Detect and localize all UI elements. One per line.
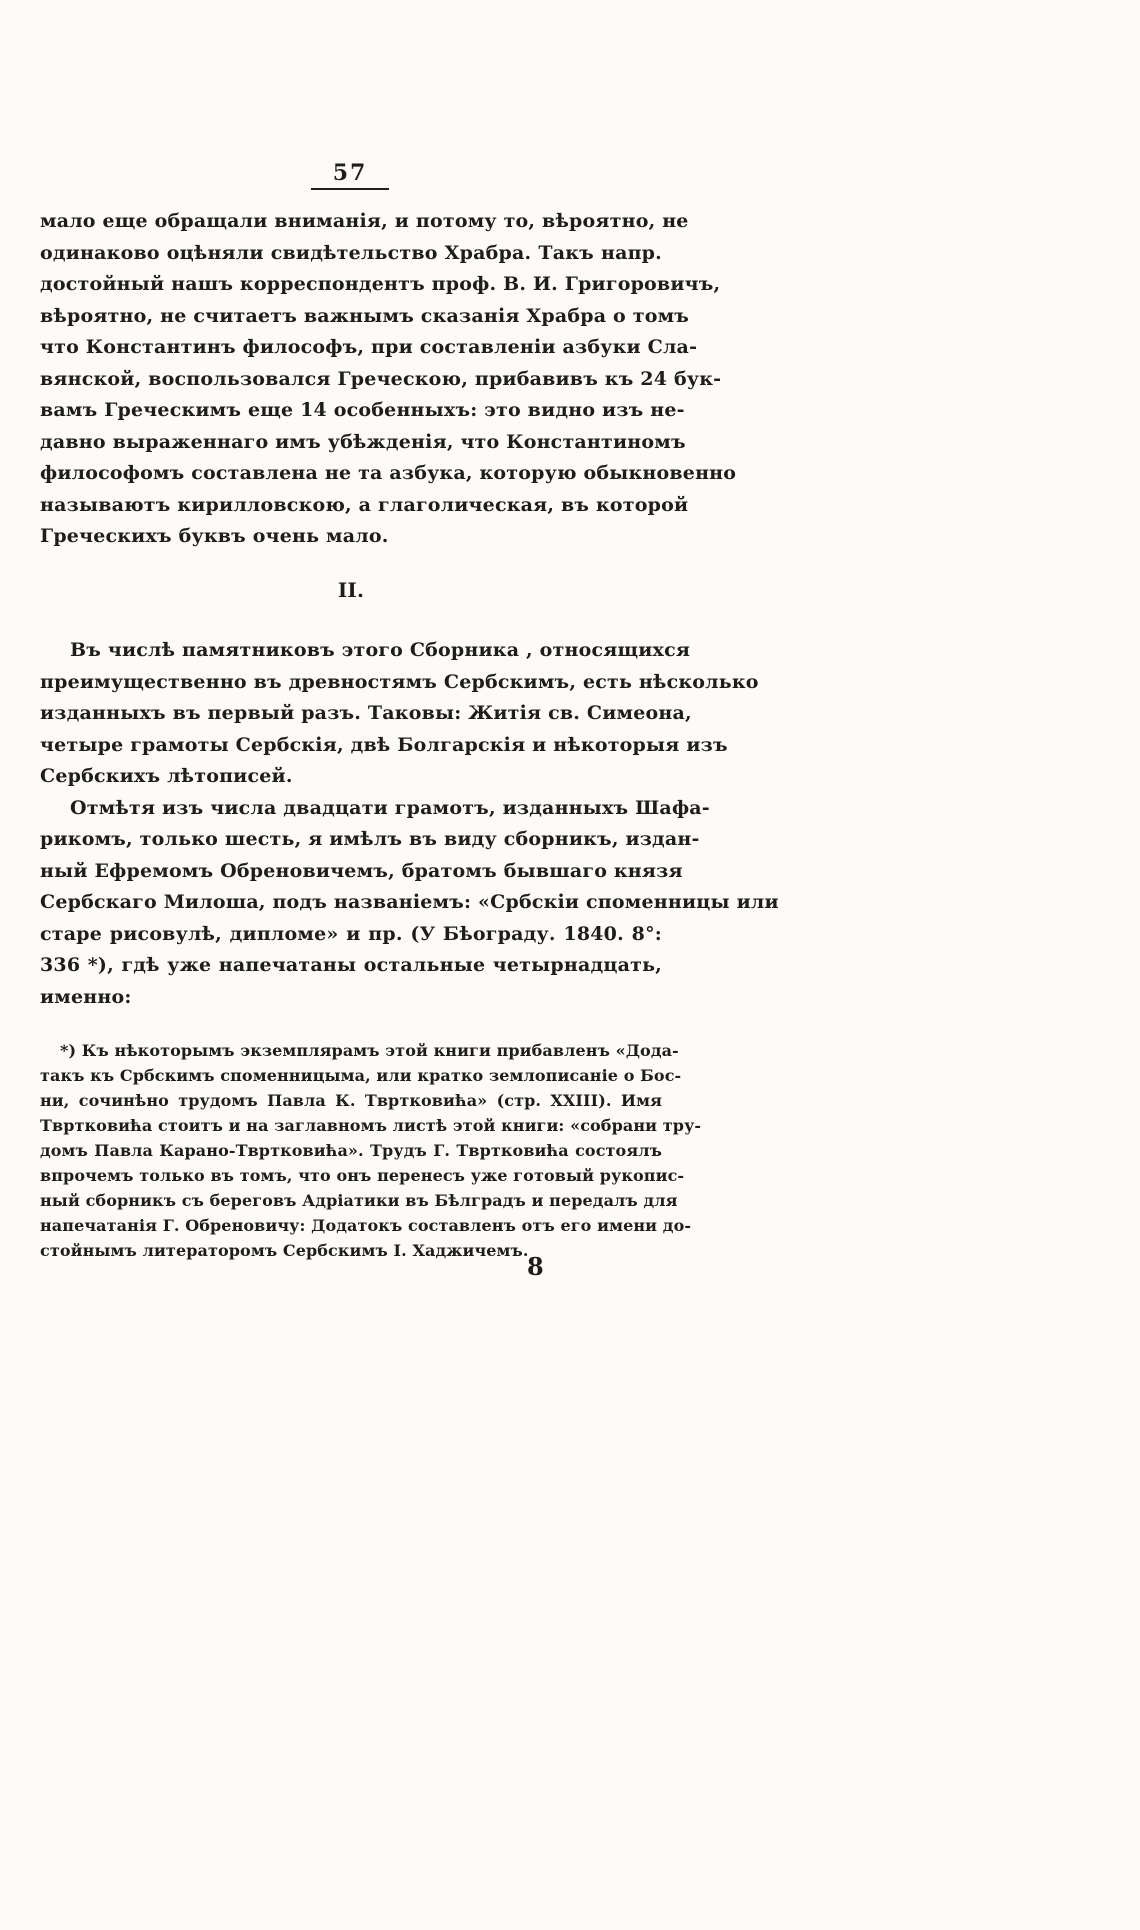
text-line: философомъ составлена не та азбука, которую обыкновенно bbox=[40, 462, 737, 484]
text-line: что Константинъ философъ, при составленіи азбуки Сла- bbox=[40, 336, 698, 358]
text-line: мало еще обращали вниманія, и потому то, вѣроятно, не bbox=[40, 210, 689, 232]
signature-mark: 8 bbox=[527, 1252, 544, 1281]
text-line: напечатанія Г. Обреновичу: Додатокъ составленъ отъ его имени до- bbox=[40, 1216, 692, 1235]
text-line: впрочемъ только въ томъ, что онъ перенесъ уже готовый рукопис- bbox=[40, 1166, 685, 1185]
text-line: Твртковића стоитъ и на заглавномъ листѣ этой книги: «собрани тру- bbox=[40, 1116, 702, 1135]
text-line: Сербскихъ лѣтописей. bbox=[40, 765, 293, 787]
text-line: Греческихъ буквъ очень мало. bbox=[40, 525, 389, 547]
text-line: Сербскаго Милоша, подъ названіемъ: «Србскіи споменницы или bbox=[40, 891, 779, 913]
text-line: четыре грамоты Сербскія, двѣ Болгарскія и нѣкоторыя изъ bbox=[40, 733, 728, 756]
text-line: старе рисовулѣ, дипломе» и пр. (У Бѣограду. 1840. 8°: bbox=[40, 922, 662, 945]
text-line: такъ къ Србскимъ споменницыма, или кратко землописаніе о Бос- bbox=[40, 1066, 682, 1085]
text-line: вамъ Греческимъ еще 14 особенныхъ: это видно изъ не- bbox=[40, 399, 685, 421]
text-line: одинаково оцѣняли свидѣтельство Храбра. Такъ напр. bbox=[40, 241, 662, 264]
page-number-wrap bbox=[40, 160, 660, 190]
text-line: именно: bbox=[40, 985, 132, 1008]
text-line: называютъ кирилловскою, а глаголическая, въ которой bbox=[40, 493, 689, 516]
text-line: вѣроятно, не считаетъ важнымъ сказанія Храбра о томъ bbox=[40, 304, 690, 327]
text-line: рикомъ, только шесть, я имѣлъ въ виду сборникъ, издан- bbox=[40, 828, 700, 850]
text-line: *) Къ нѣкоторымъ экземплярамъ этой книги прибавленъ «Дода- bbox=[60, 1041, 679, 1060]
text-line: преимущественно въ древностямъ Сербскимъ, есть нѣсколько bbox=[40, 670, 759, 693]
paragraph-sbornik bbox=[40, 635, 759, 793]
paragraph-gramoty bbox=[40, 793, 779, 1014]
text-line: ный Ефремомъ Обреновичемъ, братомъ бывшаго князя bbox=[40, 859, 683, 882]
footnote bbox=[40, 1038, 702, 1263]
page-number: 57 bbox=[311, 160, 390, 190]
text-line: Отмѣтя изъ числа двадцати грамотъ, изданныхъ Шафа- bbox=[70, 796, 710, 819]
text-line: Въ числѣ памятниковъ этого Сборника , относящихся bbox=[70, 639, 691, 661]
text-line: ный сборникъ съ береговъ Адріатики въ Бѣлградъ и передалъ для bbox=[40, 1191, 678, 1210]
text-line: домъ Павла Карано-Твртковића». Трудъ Г. Твртковића состоялъ bbox=[40, 1141, 662, 1160]
text-line: изданныхъ въ первый разъ. Таковы: Житія св. Симеона, bbox=[40, 702, 692, 724]
main-text-block bbox=[40, 206, 779, 1013]
section-heading: II. bbox=[337, 577, 365, 602]
text-line: давно выраженнаго имъ убѣжденія, что Константиномъ bbox=[40, 430, 686, 453]
text-line: вянской, воспользовался Греческою, прибавивъ къ 24 бук- bbox=[40, 367, 722, 390]
text-line: 336 *), гдѣ уже напечатаны остальные четырнадцать, bbox=[40, 954, 662, 976]
text-line: достойный нашъ корреспондентъ проф. В. И. Григоровичъ, bbox=[40, 273, 721, 295]
paragraph-continuation bbox=[40, 206, 737, 553]
text-line: стойнымъ литераторомъ Сербскимъ І. Хаджичемъ. bbox=[40, 1241, 529, 1260]
text-line: ни, сочинѣно трудомъ Павла К. Твртковића» (стр. XXIII). Имя bbox=[40, 1091, 662, 1110]
